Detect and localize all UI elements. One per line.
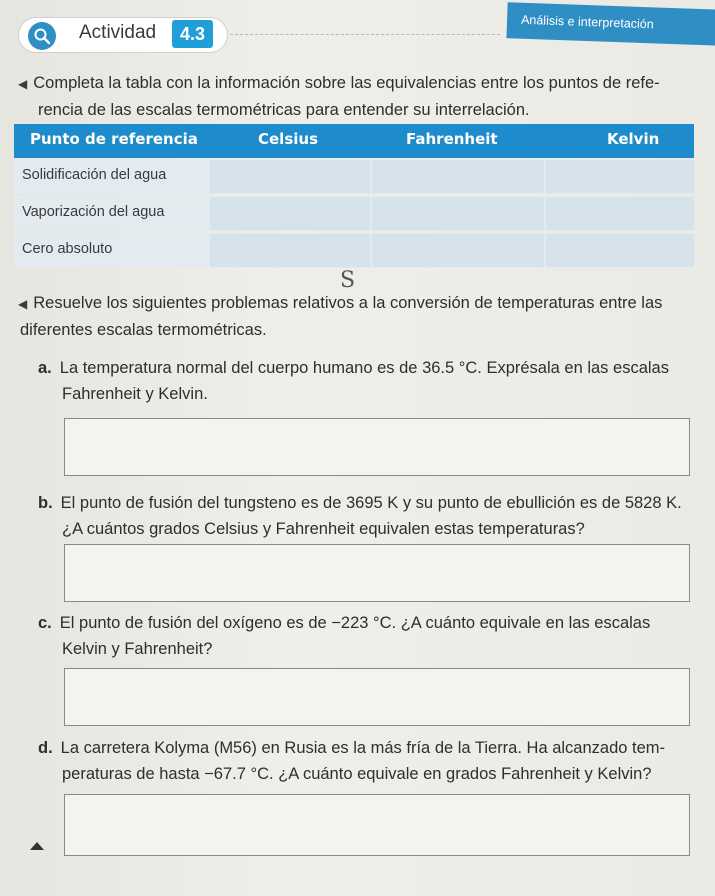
instruction-line: Completa la tabla con la información sobre las equivalencias entre los puntos de refe- — [33, 74, 660, 92]
problem-letter: a. — [38, 359, 52, 377]
row-label: Solidificación del agua — [22, 167, 167, 183]
problem-d — [38, 735, 665, 787]
activity-number: 4.3 — [172, 20, 213, 48]
problem-text: Fahrenheit y Kelvin. — [62, 385, 208, 403]
instruction-problems — [18, 290, 662, 343]
problem-c — [38, 610, 650, 662]
cell-fahrenheit[interactable] — [372, 197, 544, 230]
answer-box-b[interactable] — [64, 544, 690, 602]
cell-kelvin[interactable] — [546, 234, 694, 267]
problem-letter: b. — [38, 494, 53, 512]
cell-celsius[interactable] — [210, 197, 370, 230]
bullet-icon: ◀ — [18, 77, 28, 91]
instruction-line: Resuelve los siguientes problemas relativos a la conversión de temperaturas entre las — [33, 294, 663, 312]
answer-box-d[interactable] — [64, 794, 690, 856]
header-divider — [230, 34, 500, 35]
header-kelvin: Kelvin — [607, 130, 660, 148]
problem-text: El punto de fusión del tungsteno es de 3695 K y su punto de ebullición es de 5828 K. — [60, 494, 682, 512]
header-celsius: Celsius — [258, 130, 318, 148]
cell-celsius[interactable] — [210, 160, 370, 193]
handwritten-mark: S — [340, 268, 356, 293]
table-row — [14, 233, 694, 268]
cell-kelvin[interactable] — [546, 197, 694, 230]
problem-text: Kelvin y Fahrenheit? — [62, 640, 213, 658]
problem-a — [38, 355, 669, 407]
instruction-line: rencia de las escalas termométricas para entender su interrelación. — [38, 101, 530, 119]
magnifier-icon — [28, 22, 56, 50]
answer-box-a[interactable] — [64, 418, 690, 476]
table-row — [14, 196, 694, 231]
instruction-table — [18, 70, 660, 123]
row-label: Cero absoluto — [22, 241, 113, 257]
header-fahrenheit: Fahrenheit — [406, 130, 498, 148]
problem-letter: d. — [38, 739, 53, 757]
problem-b — [38, 490, 682, 542]
cell-fahrenheit[interactable] — [372, 234, 544, 267]
cell-fahrenheit[interactable] — [372, 160, 544, 193]
problem-text: ¿A cuántos grados Celsius y Fahrenheit equivalen estas temperaturas? — [62, 520, 585, 538]
problem-text: La carretera Kolyma (M56) en Rusia es la más fría de la Tierra. Ha alcanzado tem- — [60, 739, 666, 757]
section-tab-label: Análisis e interpretación — [520, 12, 654, 32]
problem-letter: c. — [38, 614, 52, 632]
bullet-icon: ◀ — [18, 297, 28, 311]
header-punto: Punto de referencia — [30, 130, 198, 148]
instruction-line: diferentes escalas termométricas. — [20, 321, 267, 339]
problem-text: peraturas de hasta −67.7 °C. ¿A cuánto equivale en grados Fahrenheit y Kelvin? — [62, 765, 652, 783]
cell-kelvin[interactable] — [546, 160, 694, 193]
problem-text: El punto de fusión del oxígeno es de −223 °C. ¿A cuánto equivale en las escalas — [59, 614, 651, 632]
table-row — [14, 159, 694, 194]
section-tab — [506, 2, 715, 45]
cell-celsius[interactable] — [210, 234, 370, 267]
problem-text: La temperatura normal del cuerpo humano es de 36.5 °C. Exprésala en las escalas — [59, 359, 669, 377]
triangle-marker-icon — [30, 842, 44, 850]
row-label: Vaporización del agua — [22, 204, 165, 220]
answer-box-c[interactable] — [64, 668, 690, 726]
activity-label: Actividad — [79, 22, 157, 43]
